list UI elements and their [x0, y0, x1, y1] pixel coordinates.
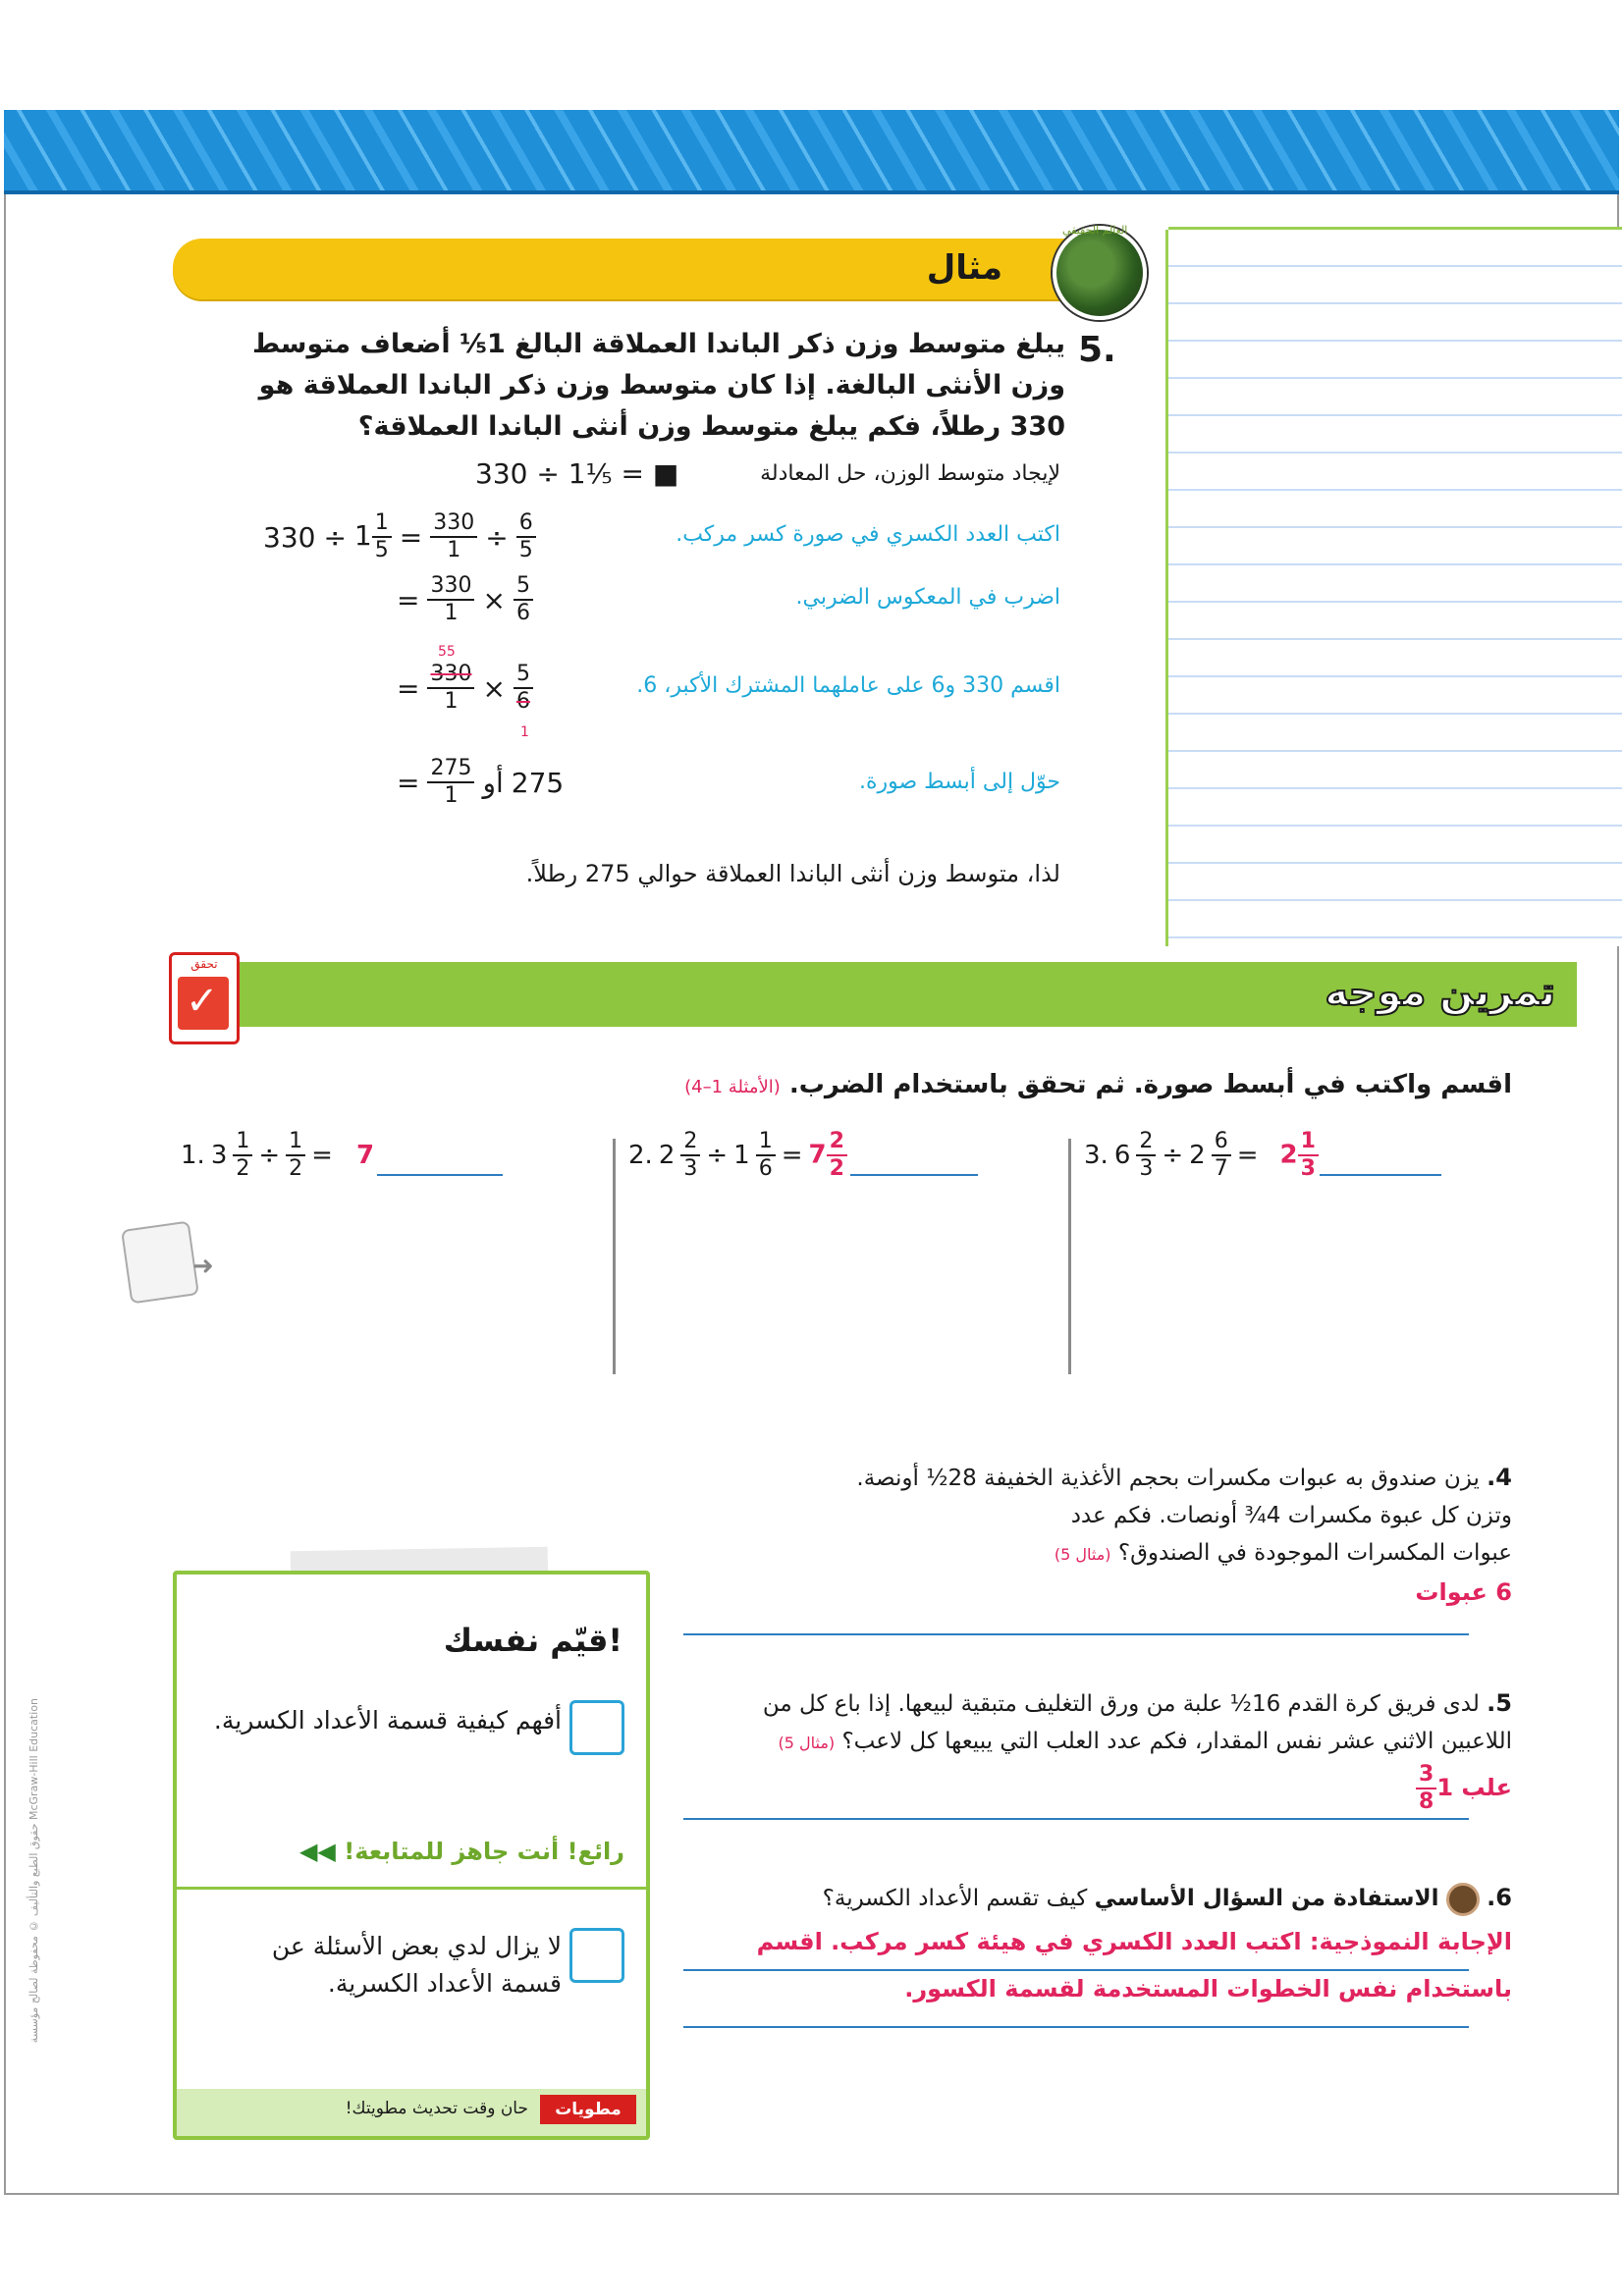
foldables-text: حان وقت تحديث مطويتك!: [345, 2099, 528, 2118]
answer-line-3: [1320, 1174, 1441, 1176]
self-check-item-1: أفهم كيفية قسمة الأعداد الكسرية.: [213, 1706, 562, 1735]
notes-icon: [121, 1220, 199, 1304]
step-0-math: 330 ÷ 1⅕ = ■: [475, 457, 679, 490]
problem-5: 5. لدى فريق كرة القدم 16½ علبة من ورق التغليف متبقية لبيعها. إذا باع كل من اللاعبين الاثني عشر نفس المقدار، فكم عدد العلب التي يبيعها كل لاعب؟ (مثال 5) علب 1 $\frac{3}{8}$: [668, 1684, 1512, 1815]
check-badge: تحقق ✓: [169, 952, 240, 1044]
example-number: 5.: [1078, 330, 1116, 370]
essential-question-icon: [1446, 1883, 1480, 1916]
step-2-math: = $\frac{330}{1}$ × $\frac{5}{6}$: [397, 573, 533, 626]
answer-line-6b: [683, 2026, 1469, 2028]
problem-6-answer-line-2: باستخدام نفس الخطوات المستخدمة لقسمة الكسور.: [904, 1975, 1512, 2002]
real-world-label: العالم الحقيقي: [1062, 224, 1128, 237]
example-conclusion: لذا، متوسط وزن أنثى الباندا العملاقة حوالي 275 رطلاً.: [525, 860, 1060, 887]
arrow-right-icon: ➜: [192, 1252, 214, 1281]
foldables-strip: [177, 2089, 646, 2136]
checkmark-icon: ✓: [186, 979, 219, 1024]
exercise-2: 2. 2 $\frac{2}{3}$ ÷ 1 $\frac{1}{6}$ = 7 $\frac{2}{2}$: [628, 1129, 847, 1182]
double-arrow-icon: ◀◀: [298, 1838, 336, 1865]
problem-6: 6. الاستفادة من السؤال الأساسي كيف تقسم الأعداد الكسرية؟ الإجابة النموذجية: اكتب العدد الكسري في هيئة كسر مركب. اقسم باستخدام نفس الخطوات المستخدمة لقسمة الكسور.: [677, 1879, 1512, 2007]
understand-checkbox[interactable]: [569, 1700, 624, 1755]
notebook-panel: [1165, 230, 1622, 946]
self-check-title: قيّم نفسك!: [443, 1622, 622, 1659]
guided-practice-title: تمرين موجه: [1325, 970, 1555, 1015]
globe-icon: [1053, 226, 1147, 320]
answer-line-5: [683, 1818, 1469, 1820]
answer-line-1: [377, 1174, 503, 1176]
guided-instruction: اقسم واكتب في أبسط صورة. ثم تحقق باستخدام الضرب. (الأمثلة 1–4): [684, 1070, 1512, 1099]
step-3-text: اقسم 330 و6 على عاملهما المشترك الأكبر، 6.: [636, 673, 1060, 698]
exercise-1-answer: 7: [355, 1141, 375, 1170]
copyright-note: حقوق الطبع والتأليف © محفوظة لصالح مؤسسة McGraw-Hill Education: [27, 1698, 40, 2044]
answer-line-2: [850, 1174, 978, 1176]
cancel-1: 1: [520, 724, 529, 740]
problem-4: 4. يزن صندوق به عبوات مكسرات بحجم الأغذية الخفيفة 28½ أونصة. وتزن كل عبوة مكسرات 4¾ أونصات. فكم عدد عبوات المكسرات الموجودة في الصندوق؟ (مثال 5) 6 عبوات: [687, 1459, 1512, 1611]
problem-6-answer-line-1: الإجابة النموذجية: اكتب العدد الكسري في هيئة كسر مركب. اقسم: [756, 1928, 1512, 1955]
great-message: رائع! أنت جاهز للمتابعة! ◀◀: [298, 1838, 624, 1865]
step-3-math: = $\frac{330}{1}$ × $\frac{5}{6}$: [397, 662, 533, 715]
step-4-text: حوّل إلى أبسط صورة.: [858, 770, 1060, 794]
questions-checkbox[interactable]: [569, 1928, 624, 1983]
self-check-item-2: لا يزال لدي بعض الأسئلة عن قسمة الأعداد الكسرية.: [271, 1932, 562, 1998]
step-1-math: 330 ÷ 1 $\frac{1}{5}$ = $\frac{330}{1}$ ÷ $\frac{6}{5}$: [263, 510, 536, 563]
column-divider: [613, 1139, 616, 1374]
step-1-text: اكتب العدد الكسري في صورة كسر مركب.: [676, 522, 1060, 547]
exercise-1: 1. 3 $\frac{1}{2}$ ÷ $\frac{1}{2}$ = 7: [181, 1129, 375, 1181]
step-4-math: = $\frac{275}{1}$ أو 275: [397, 756, 565, 808]
foldables-label: مطويات: [540, 2095, 636, 2124]
column-divider: [1068, 1139, 1071, 1374]
exercise-2-answer: 7 $\frac{2}{2}$: [809, 1129, 847, 1182]
example-banner: [173, 239, 1110, 299]
answer-line-4: [683, 1633, 1469, 1635]
self-check-box: [173, 1571, 650, 2140]
exercise-3-answer: 2 $\frac{1}{3}$: [1280, 1129, 1319, 1182]
header-stripe: [4, 110, 1619, 194]
answer-line-6a: [683, 1969, 1469, 1971]
cancel-55: 55: [438, 644, 456, 660]
step-0-text: لإيجاد متوسط الوزن، حل المعادلة: [760, 461, 1060, 486]
example-problem: يبلغ متوسط وزن ذكر الباندا العملاقة البالغ 1⅕ أضعاف متوسط وزن الأنثى البالغة. إذا كان متوسط وزن ذكر الباندا العملاقة هو 330 رطلاً، فكم يبلغ متوسط وزن أنثى الباندا العملاقة؟: [251, 329, 1065, 442]
step-2-text: اضرب في المعكوس الضربي.: [795, 585, 1060, 610]
problem-4-answer: 6 عبوات: [1415, 1578, 1512, 1606]
problem-5-answer: علب 1 $\frac{3}{8}$: [668, 1762, 1512, 1815]
exercise-3: 3. 6 $\frac{2}{3}$ ÷ 2 $\frac{6}{7}$ = 2 $\frac{1}{3}$: [1084, 1129, 1319, 1182]
example-label: مثال: [926, 248, 1002, 288]
guided-practice-banner: [224, 962, 1577, 1027]
